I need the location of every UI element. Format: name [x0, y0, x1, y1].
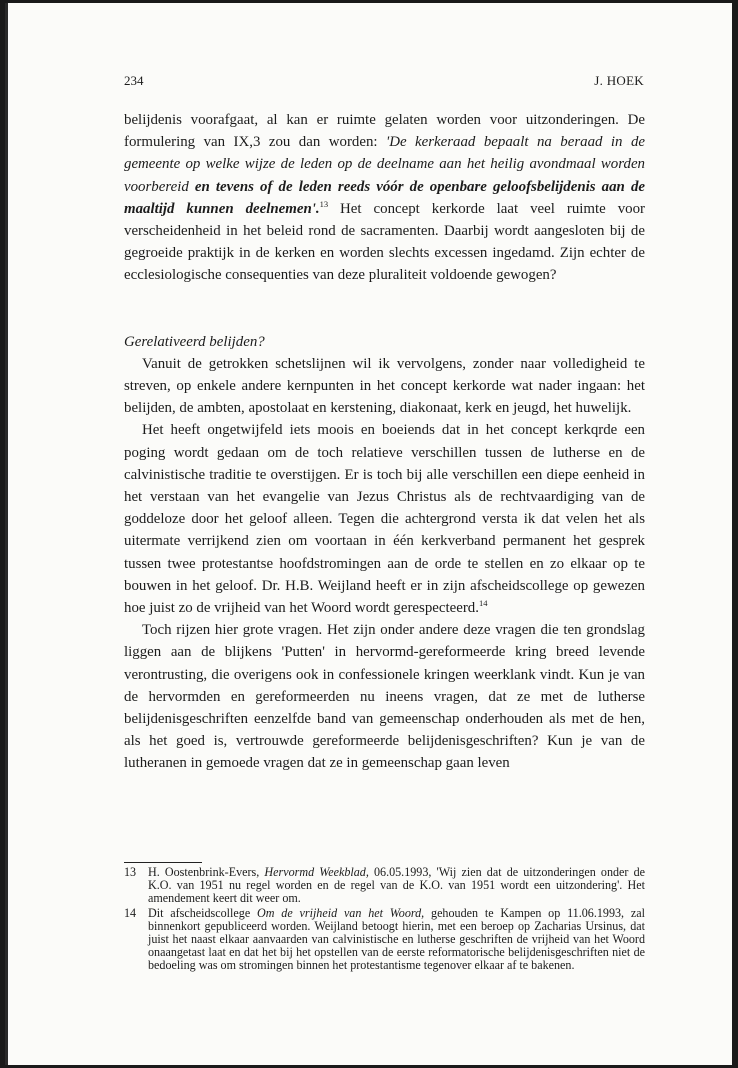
amendment-text: en tevens of de leden reeds vóór de openbare geloofsbelijdenis aan de maaltijd kunnen deelnemen'.	[124, 178, 645, 217]
footnotes	[124, 866, 645, 974]
footnote-ref-14[interactable]: 14	[478, 598, 488, 609]
paragraph-3	[124, 419, 645, 619]
page	[5, 3, 732, 1065]
footnote-13	[124, 866, 645, 906]
footnote-title: Om de vrijheid van het Woord,	[257, 905, 425, 920]
body-text	[124, 109, 645, 775]
footnote-text: Dit afscheidscollege	[148, 905, 257, 920]
footnote-separator	[124, 862, 202, 863]
quoted-formulation: 'De kerkeraad bepaalt na beraad in de gemeente op welke wijze de leden op de deelname aan het heilig avondmaal worden voorbereid	[124, 134, 646, 195]
footnote-title: Hervormd Weekblad,	[264, 865, 369, 879]
paragraph-2: Vanuit de getrokken schetslijnen wil ik vervolgens, zonder naar volledigheid te streven, op enkele andere kernpunten in het concept kerkorde wat nader ingaan: het belijden, de ambten, apostolaat en kerstening, diakonaat, kerk en jeugd, het huwelijk.	[124, 355, 645, 417]
footnote-number: 14	[124, 905, 137, 920]
footnote-ref-13[interactable]: 13	[319, 198, 329, 209]
footnote-text-continued: gehouden te Kampen op 11.06.1993, zal binnenkort gepubliceerd worden. Weijland betoogt hierin, met een beroep op Zacharias Ursinus, dat juist het naast elkaar aanvaarden van calvinistische en lutherse geschriften de vrijheid van het Woord onaangetast laat en dat het bij het opstellen van de eerste reformatorische belijdenisgeschriften niet de bedoeling was om stromingen binnen het protestantisme tegenover elkaar af te bakenen.	[148, 905, 645, 973]
running-head-author: J. HOEK	[594, 73, 644, 88]
footnote-number: 13	[124, 865, 137, 879]
section-heading: Gerelativeerd belijden?	[124, 333, 265, 350]
paragraph-4: Toch rijzen hier grote vragen. Het zijn onder andere deze vragen die ten grondslag liggen aan de blijkens 'Putten' in hervormd-gereformeerde kring breed levende verontrusting, die overigens ook in confessionele kringen weerklank vindt. Kun je van de hervormden en gereformeerden nu ineens vragen, dat ze met de lutherse belijdenisgeschriften eenzelfde band van gemeenschap onderhouden als met de hen, als het goed is, vertrouwde gereformeerde belijdenisgeschriften? Kun je van de lutheranen in gemoede vragen dat ze in gemeenschap gaan leven	[124, 622, 645, 772]
page-number: 234	[124, 73, 144, 88]
footnote-text-continued: 06.05.1993, 'Wij zien dat de uitzonderingen onder de K.O. van 1951 nu regel worden en de regel van de K.O. van 1951 wordt een uitzondering'. Het amendement keert dit weer om.	[148, 865, 645, 906]
paragraph-1	[124, 109, 645, 287]
paragraph-1-continuation: Het concept kerkorde laat veel ruimte voor verscheidenheid in het beleid rond de sacramenten. Daarbij wordt aangesloten bij de gegroeide praktijk in de kerken en worden slechts excessen ingedamd. Zijn echter de ecclesiologische consequenties van deze pluraliteit voldoende gewogen?	[124, 200, 645, 284]
footnote-text: H. Oostenbrink-Evers,	[148, 865, 265, 879]
footnote-14	[124, 907, 645, 973]
paragraph-1-text: belijdenis voorafgaat, al kan er ruimte gelaten worden voor uitzonderingen. De formulering van IX,3 zou dan worden:	[124, 112, 645, 151]
running-header	[124, 73, 644, 89]
paragraph-3-text: Het heeft ongetwijfeld iets moois en boeiends dat in het concept kerkqrde een poging wordt gedaan om de toch relatieve verschillen tussen de lutherse en de calvinistische traditie te overstijgen. Er is toch bij alle verschillen een diepe eenheid in het verstaan van het evangelie van Jezus Christus als de rechtvaardiging van de goddeloze door het geloof alleen. Tegen die achtergrond versta ik dat velen het als uitermate verrijkend zien om voortaan in één kerkverband permanent het gesprek tussen twee protestantse hoofdstromingen aan de orde te stellen en zo elkaar op te bouwen in het geloof. Dr. H.B. Weijland heeft er in zijn afscheidscollege op gewezen hoe juist zo de vrijheid van het Woord wordt gerespecteerd.	[124, 422, 645, 617]
